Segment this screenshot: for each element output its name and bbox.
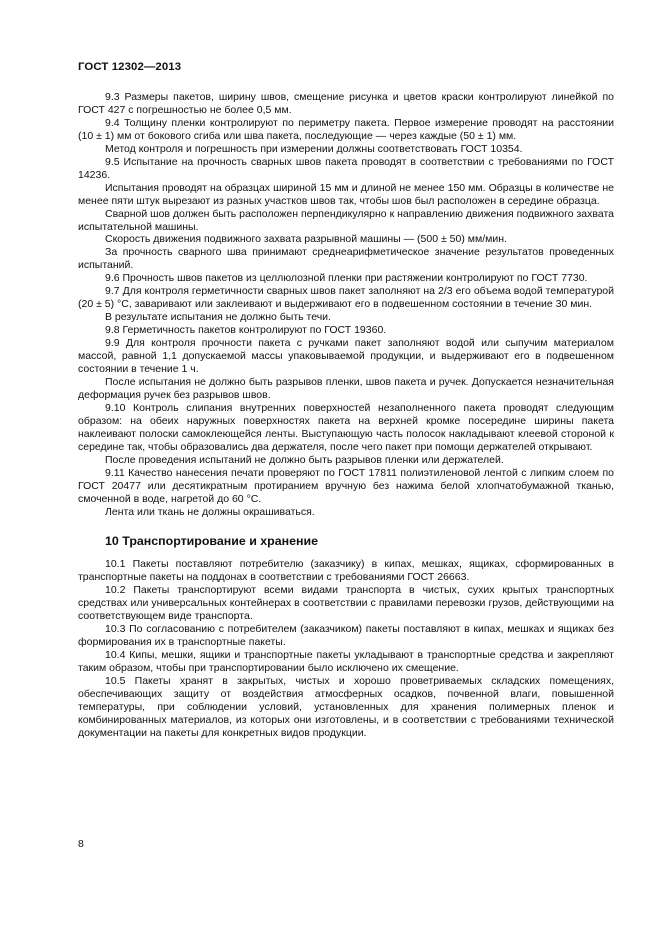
paragraph-10-2: 10.2 Пакеты транспортируют всеми видами транспорта в чистых, сухих крытых транспортных средствах или универсальных контейнерах в соответствии с правилами перевозки грузов, действующими на соответствующем виде транспорта.	[78, 584, 614, 623]
paragraph-10-4: 10.4 Кипы, мешки, ящики и транспортные пакеты укладывают в транспортные средства и закрепляют таким образом, чтобы при транспортировании было исключено их смещение.	[78, 649, 614, 675]
document-body	[78, 91, 614, 740]
standard-header: ГОСТ 12302—2013	[78, 61, 182, 73]
paragraph-10-3: 10.3 По согласованию с потребителем (заказчиком) пакеты поставляют в кипах, мешках и ящиках без формирования их в транспортные пакеты.	[78, 623, 614, 649]
paragraph-9-7: 9.7 Для контроля герметичности сварных швов пакет заполняют на 2/3 его объема водой температурой (20 ± 5) °С, заваривают или заклеивают и выдерживают его в подвешенном состоянии в течение 30 мин.	[78, 285, 614, 311]
paragraph-9-5-result: За прочность сварного шва принимают среднеарифметическое значение результатов проведенных испытаний.	[78, 246, 614, 272]
paragraph-9-8: 9.8 Герметичность пакетов контролируют по ГОСТ 19360.	[105, 324, 387, 337]
section-heading: 10 Транспортирование и хранение	[105, 534, 318, 549]
paragraph-10-1: 10.1 Пакеты поставляют потребителю (заказчику) в кипах, мешках, ящиках, сформированных в транспортные пакеты на поддонах в соответствии с требованиями ГОСТ 26663.	[78, 558, 614, 584]
paragraph-9-10-result: После проведения испытаний не должно быть разрывов пленки или держателей.	[105, 453, 504, 466]
paragraph-9-4: 9.4 Толщину пленки контролируют по периметру пакета. Первое измерение проводят на расстоянии (10 ± 1) мм от бокового сгиба или шва пакета, последующие — через каждые (50 ± 1) мм.	[78, 116, 614, 142]
paragraph-9-7-result: В результате испытания не должно быть течи.	[105, 311, 331, 324]
paragraph-9-11-result: Лента или ткань не должны окрашиваться.	[105, 505, 315, 518]
paragraph-9-3: 9.3 Размеры пакетов, ширину швов, смещение рисунка и цветов краски контролируют линейкой по ГОСТ 427 с погрешностью не более 0,5 мм.	[78, 91, 614, 116]
paragraph-9-10: 9.10 Контроль слипания внутренних поверхностей незаполненного пакета проводят следующим образом: на обеих наружных поверхностях пакета на верхней кромке посередине ширины пакета наклеивают полоски самоклеющейся ленты. Выступающую часть полосок накладывают клеевой стороной к середине так, чтобы образовались два держателя, после чего пакет при помощи держателей открывают.	[78, 401, 614, 453]
paragraph-9-5-seam: Сварной шов должен быть расположен перпендикулярно к направлению движения подвижного захвата испытательной машины.	[78, 207, 614, 233]
paragraph-9-4-method: Метод контроля и погрешность при измерении должны соответствовать ГОСТ 10354.	[105, 142, 523, 155]
paragraph-9-9: 9.9 Для контроля прочности пакета с ручками пакет заполняют водой или сыпучим материалом массой, равной 1,1 допускаемой массы упаковываемой продукции, и выдерживают его в подвешенном состоянии в течение 1 ч.	[78, 337, 614, 376]
paragraph-9-9-result: После испытания не должно быть разрывов пленки, швов пакета и ручек. Допускается незначительная деформация ручек без разрывов швов.	[78, 375, 614, 401]
paragraph-10-5: 10.5 Пакеты хранят в закрытых, чистых и хорошо проветриваемых складских помещениях, обеспечивающих защиту от воздействия атмосферных осадков, почвенной влаги, повышенной температуры, при соблюдении условий, установленных для хранения полимерных пленок и комбинированных материалов, из которых они изготовлены, и в соответствии с требованиями технической документации на пакеты для конкретных видов продукции.	[78, 675, 614, 739]
paragraph-9-5: 9.5 Испытание на прочность сварных швов пакета проводят в соответствии с требованиями по ГОСТ 14236.	[78, 155, 614, 181]
page-number: 8	[78, 838, 84, 850]
paragraph-9-11: 9.11 Качество нанесения печати проверяют по ГОСТ 17811 полиэтиленовой лентой с липким слоем по ГОСТ 20477 или десятикратным протиранием вручную без нажима белой хлопчатобумажной тканью, смоченной в воде, нагретой до 60 °С.	[78, 466, 614, 505]
paragraph-9-5-samples: Испытания проводят на образцах шириной 15 мм и длиной не менее 150 мм. Образцы в количестве не менее пяти штук вырезают из разных участков швов так, чтобы шов был расположен в середине образца.	[78, 181, 614, 207]
paragraph-9-6: 9.6 Прочность швов пакетов из целлюлозной пленки при растяжении контролируют по ГОСТ 7730.	[105, 272, 588, 285]
paragraph-9-5-speed: Скорость движения подвижного захвата разрывной машины — (500 ± 50) мм/мин.	[105, 233, 507, 246]
